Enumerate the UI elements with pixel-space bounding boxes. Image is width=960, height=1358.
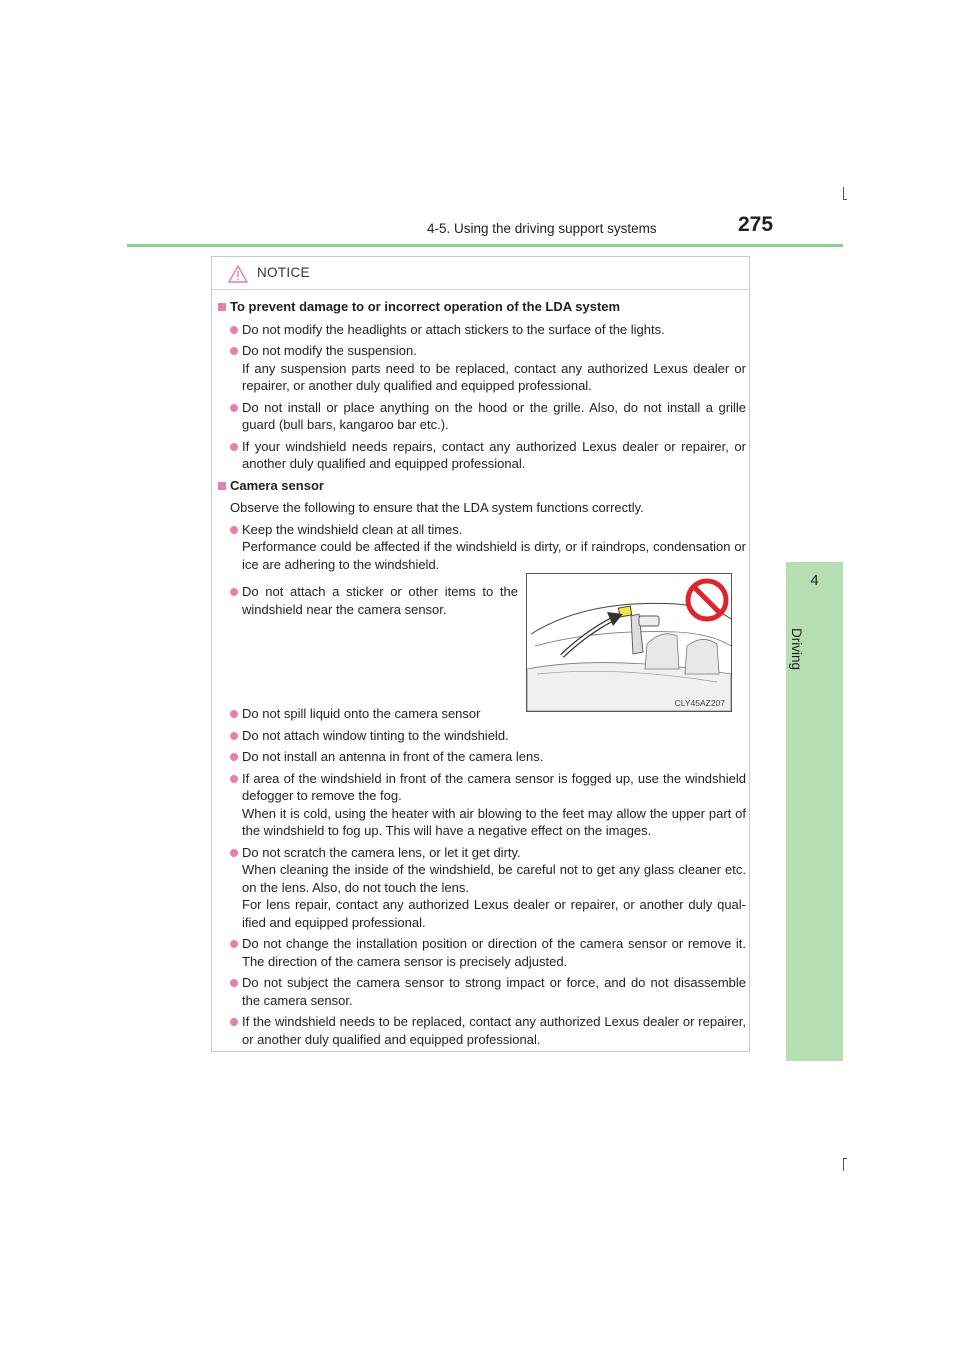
notice-header	[212, 257, 749, 290]
list-item: Do not attach window tinting to the windshield.	[218, 727, 746, 745]
list-item: Do not subject the camera sensor to strong impact or force, and do not disassemble the camera sensor.	[218, 974, 746, 1009]
list-item: Do not attach a sticker or other items to the windshield near the camera sensor.	[218, 583, 518, 701]
figure-code: CLY45AZ207	[674, 698, 725, 708]
list-item: If your windshield needs repairs, contact any authorized Lexus dealer or repairer, or another duly qualified and equipped professional.	[218, 438, 746, 473]
list-item: Do not install or place anything on the hood or the grille. Also, do not install a grille guard (bull bars, kangaroo bar etc.).	[218, 399, 746, 434]
notice-title: NOTICE	[257, 265, 310, 280]
list-item: If the windshield needs to be replaced, contact any authorized Lexus dealer or repairer, or another duly qualified and equipped professional.	[218, 1013, 746, 1048]
list-item: Do not scratch the camera lens, or let it get dirty. When cleaning the inside of the windshield, be careful not to get any glass cleaner etc. on the lens. Also, do not touch the lens. For lens repair, contact any authorized Lexus dealer or repairer, or another duly qual-ified and equipped professional.	[218, 844, 746, 932]
crop-mark-bottom	[843, 1158, 844, 1171]
warning-triangle-icon	[228, 265, 248, 283]
chapter-label: Driving	[789, 628, 804, 671]
page-number: 275	[738, 213, 774, 236]
section-heading-camera: Camera sensor	[218, 477, 746, 495]
list-item: Do not modify the suspension. If any suspension parts need to be replaced, contact any authorized Lexus dealer or repairer, or another duly qualified and equipped professional.	[218, 342, 746, 395]
crop-mark-top-foot	[843, 199, 847, 200]
list-item: Keep the windshield clean at all times. Performance could be affected if the windshield is dirty, or if raindrops, condensation or ice are adhering to the windshield.	[218, 521, 746, 574]
list-item: If area of the windshield in front of the camera sensor is fogged up, use the windshield defogger to remove the fog. When it is cold, using the heater with air blowing to the feet may allow the upper part of the windshield to fog up. This will have a negative effect on the images.	[218, 770, 746, 840]
list-item: Do not change the installation position or direction of the camera sensor or remove it. The direction of the camera sensor is precisely adjusted.	[218, 935, 746, 970]
section-title: 4-5. Using the driving support systems	[427, 221, 657, 236]
list-item: Do not spill liquid onto the camera sensor	[218, 705, 746, 723]
crop-mark-bottom-foot	[843, 1158, 847, 1159]
header-rule	[127, 244, 843, 247]
windshield-interior-drawing	[527, 574, 731, 711]
chapter-number: 4	[810, 572, 819, 589]
camera-sensor-illustration	[526, 573, 732, 712]
section-intro: Observe the following to ensure that the LDA system functions correctly.	[230, 500, 644, 515]
list-item: Do not modify the headlights or attach stickers to the surface of the lights.	[218, 321, 746, 339]
list-item: Do not install an antenna in front of the camera lens.	[218, 748, 746, 766]
section-heading-lda: To prevent damage to or incorrect operation of the LDA system	[218, 298, 746, 316]
